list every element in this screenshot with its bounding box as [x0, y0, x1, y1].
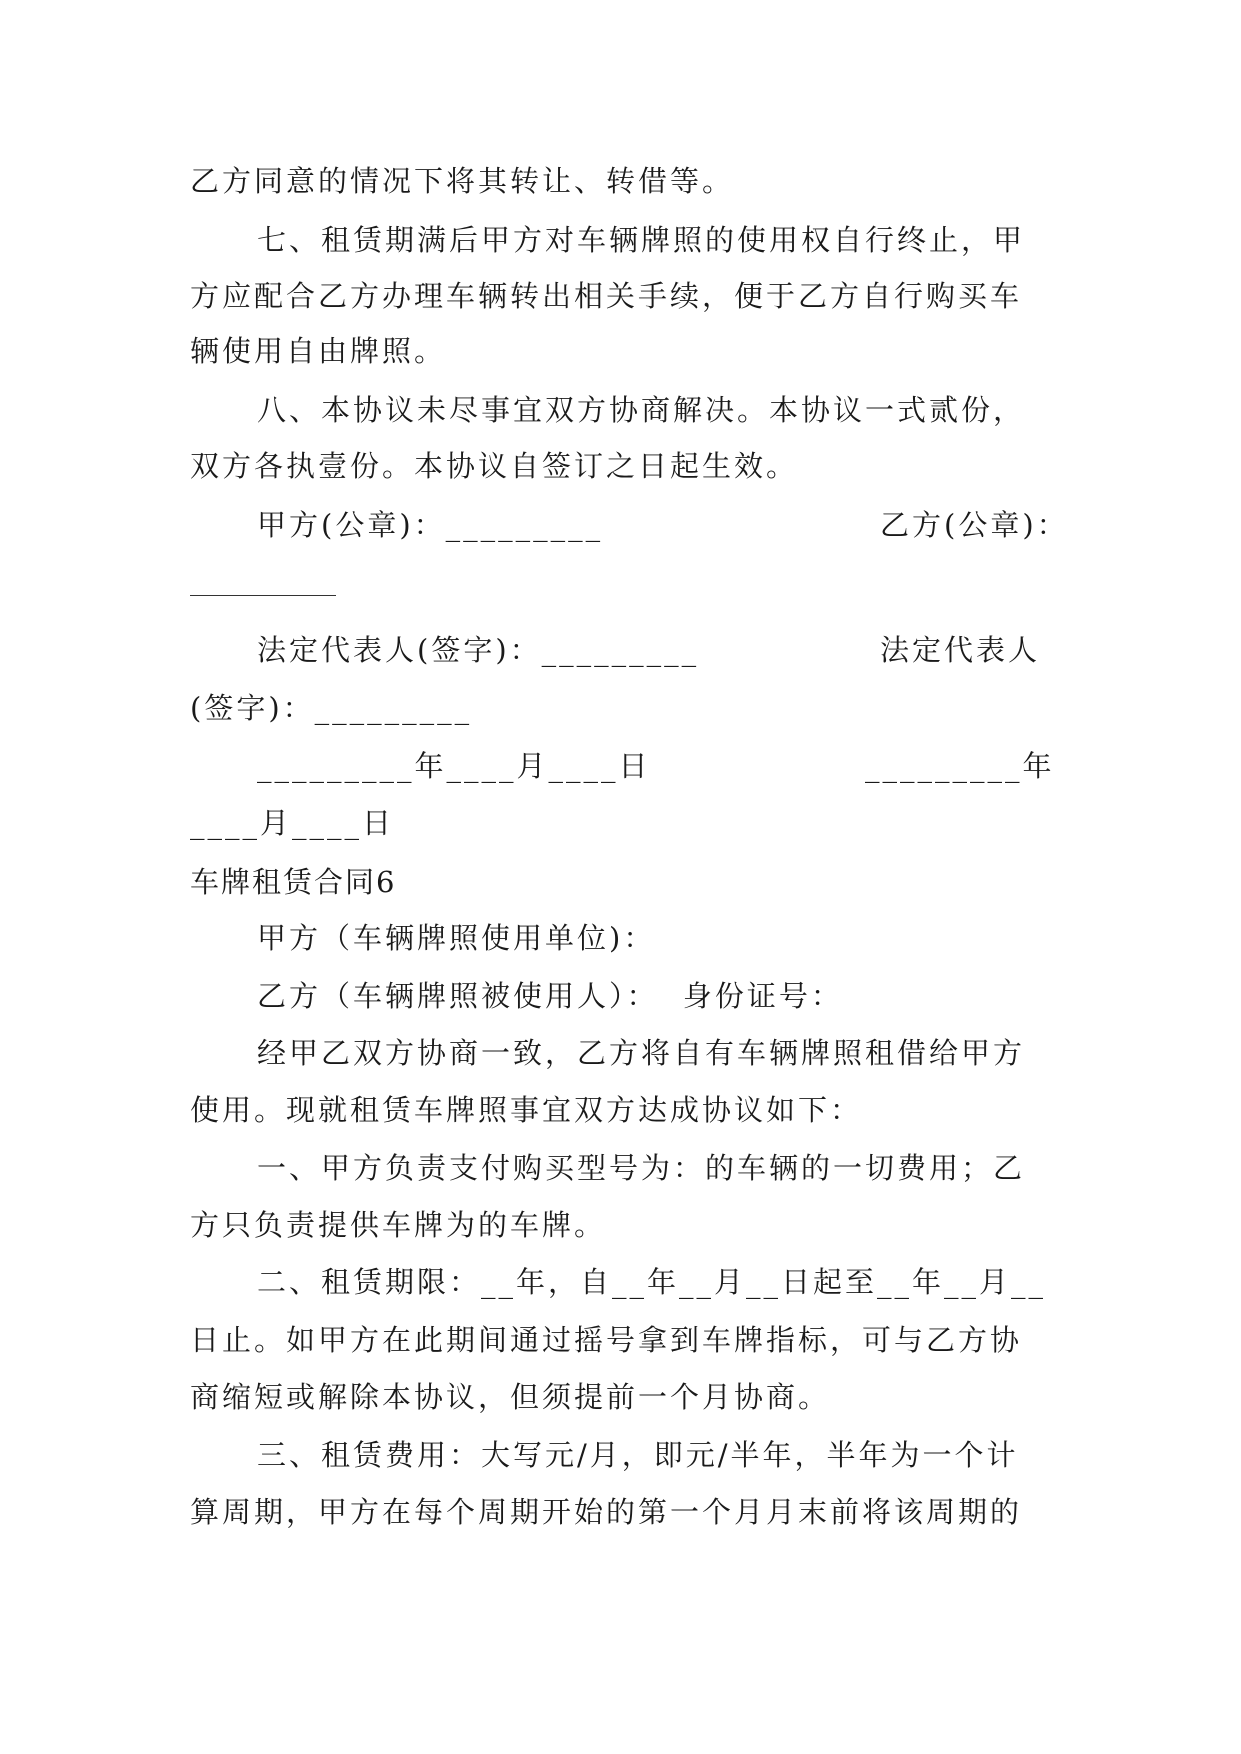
- party-b-seal: 乙方(公章)：: [880, 508, 1069, 542]
- paragraph-line: 乙方同意的情况下将其转让、转借等。: [190, 164, 735, 198]
- paragraph-line: 双方各执壹份。本协议自签订之日起生效。: [190, 449, 799, 483]
- paragraph-line: 辆使用自由牌照。: [190, 334, 447, 368]
- party-a-seal: 甲方(公章)：_________: [257, 508, 604, 542]
- paragraph-line: 七、租赁期满后甲方对车辆牌照的使用权自行终止，甲: [257, 223, 1026, 257]
- contract-line: 商缩短或解除本协议，但须提前一个月协商。: [190, 1380, 831, 1414]
- contract-line: 算周期，甲方在每个周期开始的第一个月月末前将该周期的: [190, 1495, 1023, 1529]
- signature-blank-line: [190, 595, 336, 596]
- contract-line: 乙方（车辆牌照被使用人）： 身份证号：: [257, 979, 843, 1013]
- section-title: 车牌租赁合同6: [190, 865, 397, 899]
- representative-b-cont: (签字)：_________: [190, 691, 473, 725]
- contract-line: 经甲乙双方协商一致，乙方将自有车辆牌照租借给甲方: [257, 1036, 1026, 1070]
- contract-line: 二、租赁期限：__年，自__年__月__日起至__年__月__: [257, 1265, 1047, 1299]
- date-b: _________年: [865, 749, 1055, 783]
- contract-line: 方只负责提供车牌为的车牌。: [190, 1208, 607, 1242]
- date-b-cont: ____月____日: [190, 806, 395, 840]
- date-a: _________年____月____日: [257, 749, 651, 783]
- contract-line: 三、租赁费用：大写元/月，即元/半年，半年为一个计: [257, 1438, 1019, 1472]
- contract-line: 日止。如甲方在此期间通过摇号拿到车牌指标，可与乙方协: [190, 1323, 1023, 1357]
- paragraph-line: 八、本协议未尽事宜双方协商解决。本协议一式贰份，: [257, 393, 1026, 427]
- representative-a: 法定代表人(签字)：_________: [257, 633, 700, 667]
- contract-line: 使用。现就租赁车牌照事宜双方达成协议如下：: [190, 1093, 863, 1127]
- representative-b: 法定代表人: [880, 633, 1041, 667]
- contract-line: 一、甲方负责支付购买型号为：的车辆的一切费用；乙: [257, 1151, 1026, 1185]
- contract-line: 甲方（车辆牌照使用单位)：: [257, 921, 656, 955]
- paragraph-line: 方应配合乙方办理车辆转出相关手续，便于乙方自行购买车: [190, 279, 1023, 313]
